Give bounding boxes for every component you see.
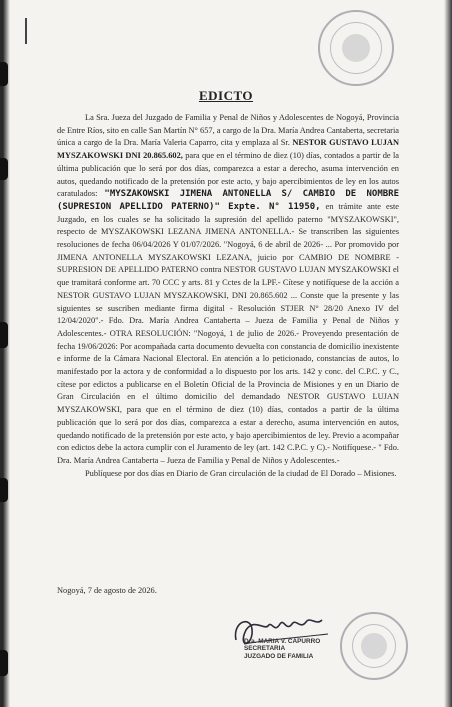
margin-mark: [25, 18, 27, 44]
court-seal-top: [318, 10, 394, 86]
edict-paragraph-publication: Publíquese por dos días en Diario de Gran circulación de la ciudad de El Dorado – Misiones.: [85, 468, 397, 478]
defendant-name: NESTOR GUSTAVO LUJAN MYSZAKOWSKI DNI 20.865.602,: [57, 138, 399, 161]
punch-hole: [0, 322, 8, 348]
court-seal-bottom: [340, 612, 408, 680]
signature-stamp: Dra. MARIA V. CAPURRO SECRETARIA JUZGADO DE FAMILIA: [244, 638, 321, 660]
edict-paragraph-main: La Sra. Jueza del Juzgado de Familia y Penal de Niños y Adolescentes de Nogoyá, Provincia de Entre Ríos, sito en calle San Martín N° 657, a cargo de la Dra. María Andrea Cantaberta, secretaria única a cargo de la Dra. María Valeria Caparro, cita y emplaza al Sr. NESTOR GUSTAVO LUJAN MYSZAKOWSKI DNI 20.865.602, para que en el término de diez (10) días, contados a partir de la última publicación que lo será por dos días, comparezca a estar a derecho, asuma intervención en autos, quedando notificado de la pretensión por este acto, y bajo apercibimientos de ley en los autos caratulados: "MYSZAKOWSKI JIMENA ANTONELLA S/ CAMBIO DE NOMBRE (SUPRESION APELLIDO PATERNO)" Expte. N° 11950, en trámite ante este Juzgado, en los cuales se ha solicitado la supresión del apellido paterno "MYSZAKOWSKI", respecto de MYSZAKOWSKI LEZANA JIMENA ANTONELLA.- Se transcriben las siguientes resoluciones de fecha 06/04/2026 Y 01/07/2026. "Nogoyá, 6 de abril de 2026- ... Por promovido por JIMENA ANTONELLA MYSZAKOWSKI LEZANA, juicio por CAMBIO DE NOMBRE - SUPRESION DE APELLIDO PATERNO contra NESTOR GUSTAVO LUJAN MYSZAKOWSKI el que tramitará conforme art. 70 CCC y arts. 81 y Cctes de la LPF.- Cítese y notifíquese de la acción a NESTOR GUSTAVO LUJAN MYSZAKOWSKI, DNI 20.865.602 ... Conste que la presente y las siguientes se suscriben mediante firma digital - Resolución STJER N° 28/20 Anexo IV del 12/04/2020".- Fdo. Dra. María Andrea Cantaberta – Jueza de Familia y Penal de Niños y Adolescentes.- OTRA RESOLUCIÓN: "Nogoyá, 1 de julio de 2026.- Proveyendo presentación de fecha 19/06/2026: Por acompañada carta documento devuelta con constancia de domicilio inexistente e informe de la Cámara Nacional Electoral. En atención a lo peticionado, constancias de autos, lo manifestado por la actora y de conformidad a lo dispuesto por los arts. 142 y conc. del C.P.C. y C., cítese por edictos a publicarse en el Boletín Oficial de la Provincia de Misiones y en un Diario de Gran Circulación en el último domicilio del demandado NESTOR GUSTAVO LUJAN MYSZAKOWSKI, para que en el término de diez (10) días, contados a partir de la última publicación que lo será por dos días, comparezca a estar a derecho, asuma intervención en autos, quedando notificado de la pretensión por este acto, y bajo apercibimientos de ley. Previo a acompañar con edictos debe la actora cumplir con el Juramento de ley (art. 142 C.P.C. y C).- Notifíquese.- " Fdo. Dra. María Andrea Cantaberta – Jueza de Familia y Penal de Niños y Adolescentes.-: [57, 113, 400, 465]
case-caption: "MYSZAKOWSKI JIMENA ANTONELLA S/ CAMBIO DE NOMBRE (SUPRESION APELLIDO PATERNO)" Expte. N° 11950,: [57, 189, 399, 212]
punch-hole: [0, 62, 8, 86]
left-scan-edge: [0, 0, 10, 707]
document-title: EDICTO: [198, 88, 254, 103]
punch-hole: [0, 158, 8, 180]
right-scan-edge: [442, 0, 452, 707]
dateline: Nogoyá, 7 de agosto de 2026.: [57, 586, 157, 595]
punch-hole: [0, 650, 8, 676]
edict-body: [57, 112, 399, 480]
punch-hole: [0, 478, 8, 502]
